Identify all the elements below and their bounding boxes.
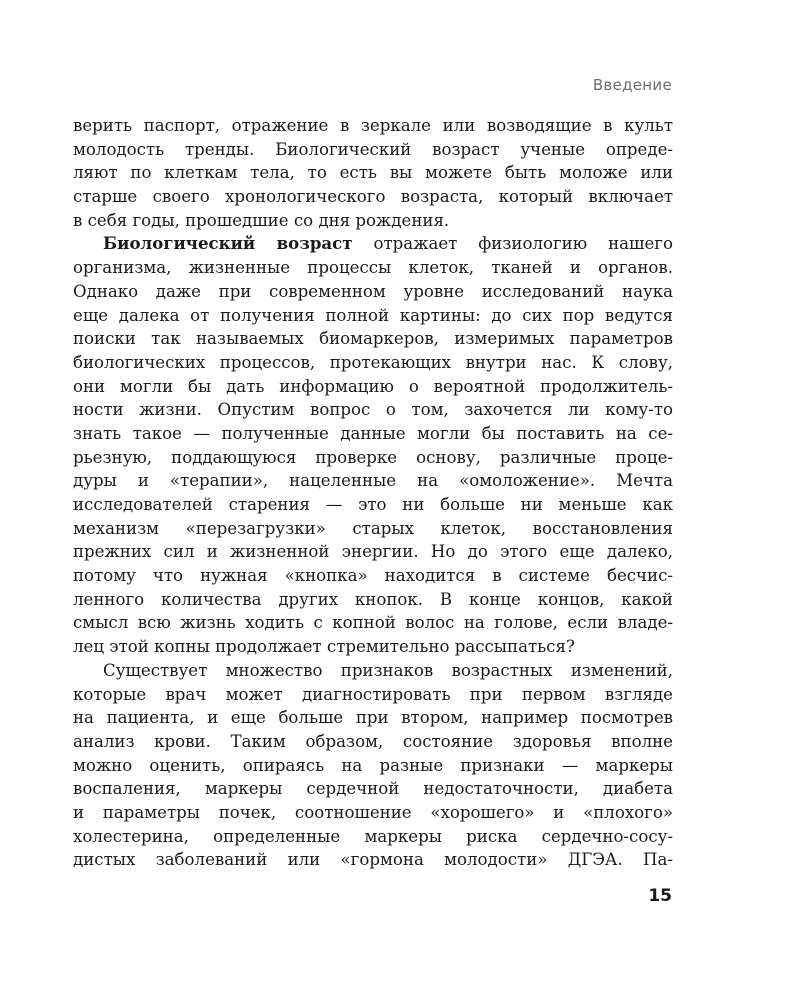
text-line: дистых заболеваний или «гормона молодости» ДГЭА. Па- <box>73 850 673 870</box>
text-line: на пациента, и еще больше при втором, например посмотрев <box>73 708 673 728</box>
text-line: ленного количества других кнопок. В конце концов, какой <box>73 589 673 609</box>
text-line: смысл всю жизнь ходить с копной волос на голове, если владе- <box>73 613 673 633</box>
text-line: в себя годы, прошедшие со дня рождения. <box>73 210 450 230</box>
text-line: можно оценить, опираясь на разные признаки — маркеры <box>73 755 673 775</box>
text-line: механизм «перезагрузки» старых клеток, восстановления <box>73 518 673 538</box>
text-line: которые врач может диагностировать при первом взгляде <box>73 684 673 704</box>
bold-term: Биологический возраст <box>103 233 353 254</box>
body-text <box>73 114 673 872</box>
text-line: ности жизни. Опустим вопрос о том, захочется ли кому-то <box>73 400 673 420</box>
text-fragment: отражает физиологию нашего <box>352 234 673 254</box>
text-line: организма, жизненные процессы клеток, тканей и органов. <box>73 258 673 278</box>
text-line: они могли бы дать информацию о вероятной продолжитель- <box>73 376 673 396</box>
text-line: потому что нужная «кнопка» находится в системе бесчис- <box>73 566 673 586</box>
text-line: старше своего хронологического возраста, который включает <box>73 187 673 207</box>
text-line: молодость тренды. Биологический возраст ученые опреде- <box>73 139 673 159</box>
text-line: лец этой копны продолжает стремительно рассыпаться? <box>73 637 575 657</box>
text-line: холестерина, определенные маркеры риска сердечно-сосу- <box>73 826 673 846</box>
text-line: рьезную, поддающуюся проверке основу, различные проце- <box>73 447 673 467</box>
text-line: поиски так называемых биомаркеров, измеримых параметров <box>73 329 673 349</box>
text-line: Однако даже при современном уровне исследований наука <box>73 281 673 301</box>
text-line <box>73 232 673 256</box>
text-line: верить паспорт, отражение в зеркале или возводящие в культ <box>73 116 673 135</box>
text-line: еще далека от получения полной картины: до сих пор ведутся <box>73 305 673 325</box>
page-number: 15 <box>648 886 672 906</box>
text-line: дуры и «терапии», нацеленные на «омоложение». Мечта <box>73 471 673 491</box>
text-line: прежних сил и жизненной энергии. Но до этого еще далеко, <box>73 542 673 562</box>
text-line: биологических процессов, протекающих внутри нас. К слову, <box>73 352 673 372</box>
text-line: исследователей старения — это ни больше ни меньше как <box>73 495 673 514</box>
text-line: воспаления, маркеры сердечной недостаточности, диабета <box>73 779 673 799</box>
text-line: и параметры почек, соотношение «хорошего» и «плохого» <box>73 802 673 822</box>
text-line: Существует множество признаков возрастных изменений, <box>103 660 673 680</box>
text-line: ляют по клеткам тела, то есть вы можете быть моложе или <box>73 163 673 183</box>
text-line: знать такое — полученные данные могли бы поставить на се- <box>73 423 673 443</box>
text-line: анализ крови. Таким образом, состояние здоровья вполне <box>73 731 673 751</box>
running-header: Введение <box>592 76 672 94</box>
